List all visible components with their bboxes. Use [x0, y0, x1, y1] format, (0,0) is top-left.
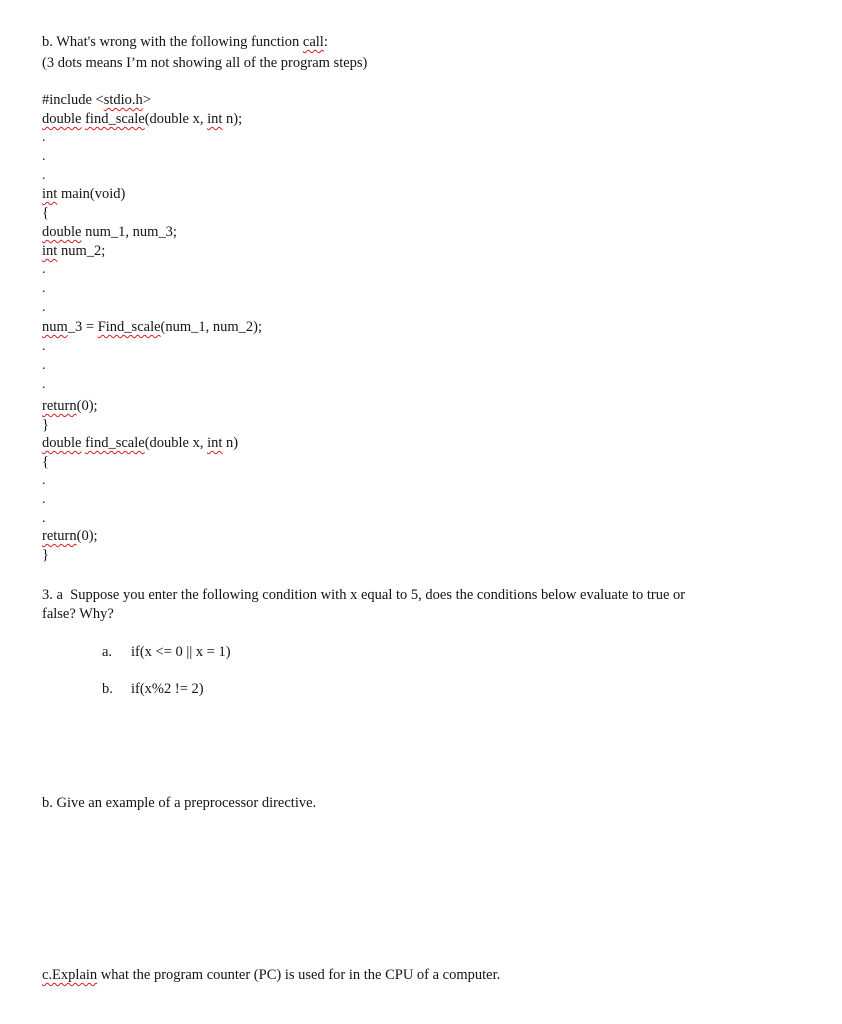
question-3a-line-1: 3. a Suppose you enter the following condition with x equal to 5, does the conditions below evaluate to true or: [42, 587, 686, 603]
spellcheck-word: int: [207, 111, 223, 127]
spellcheck-word: return: [42, 398, 77, 414]
ellipsis-dot: .: [42, 149, 46, 164]
ellipsis-dot: .: [42, 339, 46, 354]
ellipsis-dot: .: [42, 300, 46, 315]
list-item-condition: if(x%2 != 2): [131, 681, 204, 697]
ellipsis-dot: .: [42, 262, 46, 277]
spellcheck-word: find_scale: [85, 111, 145, 127]
spellcheck-word: int: [42, 186, 58, 202]
list-item-marker: b.: [102, 681, 113, 697]
code-open-brace: {: [42, 205, 49, 221]
spellcheck-word: find_scale: [85, 435, 145, 451]
question-3c: c.Explain what the program counter (PC) is used for in the CPU of a computer.: [42, 967, 501, 983]
question-3b: b. Give an example of a preprocessor directive.: [42, 795, 317, 811]
ellipsis-dot: .: [42, 492, 46, 507]
list-item-marker: a.: [102, 644, 113, 660]
code-prototype-line: double find_scale(double x, int n);: [42, 111, 243, 127]
code-int-declaration: int num_2;: [42, 243, 106, 259]
ellipsis-dot: .: [42, 130, 46, 145]
spellcheck-word: c.Explain: [42, 967, 98, 983]
code-main-signature: int main(void): [42, 186, 126, 202]
code-definition-return: return(0);: [42, 528, 98, 544]
spellcheck-word: int: [42, 243, 58, 259]
code-double-declaration: double num_1, num_3;: [42, 224, 177, 240]
spellcheck-word: num: [42, 319, 68, 335]
ellipsis-dot: .: [42, 358, 46, 373]
spellcheck-word: double: [42, 111, 82, 127]
code-definition-signature: double find_scale(double x, int n): [42, 435, 239, 451]
spellcheck-word: call: [302, 34, 324, 50]
code-close-brace: }: [42, 417, 49, 433]
spellcheck-word: return: [42, 528, 77, 544]
question-2b-line-1: b. What's wrong with the following function call:: [42, 34, 328, 50]
code-definition-close-brace: }: [42, 547, 49, 563]
code-function-call-line: num_3 = Find_scale(num_1, num_2);: [42, 319, 263, 335]
question-3a-line-2: false? Why?: [42, 606, 114, 622]
question-2b-line-2: (3 dots means I’m not showing all of the program steps): [42, 55, 368, 71]
list-item-condition: if(x <= 0 || x = 1): [131, 644, 231, 660]
spellcheck-word: double: [42, 224, 82, 240]
ellipsis-dot: .: [42, 511, 46, 526]
ellipsis-dot: .: [42, 281, 46, 296]
code-definition-open-brace: {: [42, 454, 49, 470]
spellcheck-word: int: [207, 435, 223, 451]
spellcheck-word: double: [42, 435, 82, 451]
ellipsis-dot: .: [42, 377, 46, 392]
code-main-return: return(0);: [42, 398, 98, 414]
ellipsis-dot: .: [42, 168, 46, 183]
spellcheck-word: stdio.h: [103, 92, 143, 108]
code-include-line: #include <stdio.h>: [42, 92, 151, 108]
ellipsis-dot: .: [42, 473, 46, 488]
spellcheck-word: Find_scale: [97, 319, 161, 335]
